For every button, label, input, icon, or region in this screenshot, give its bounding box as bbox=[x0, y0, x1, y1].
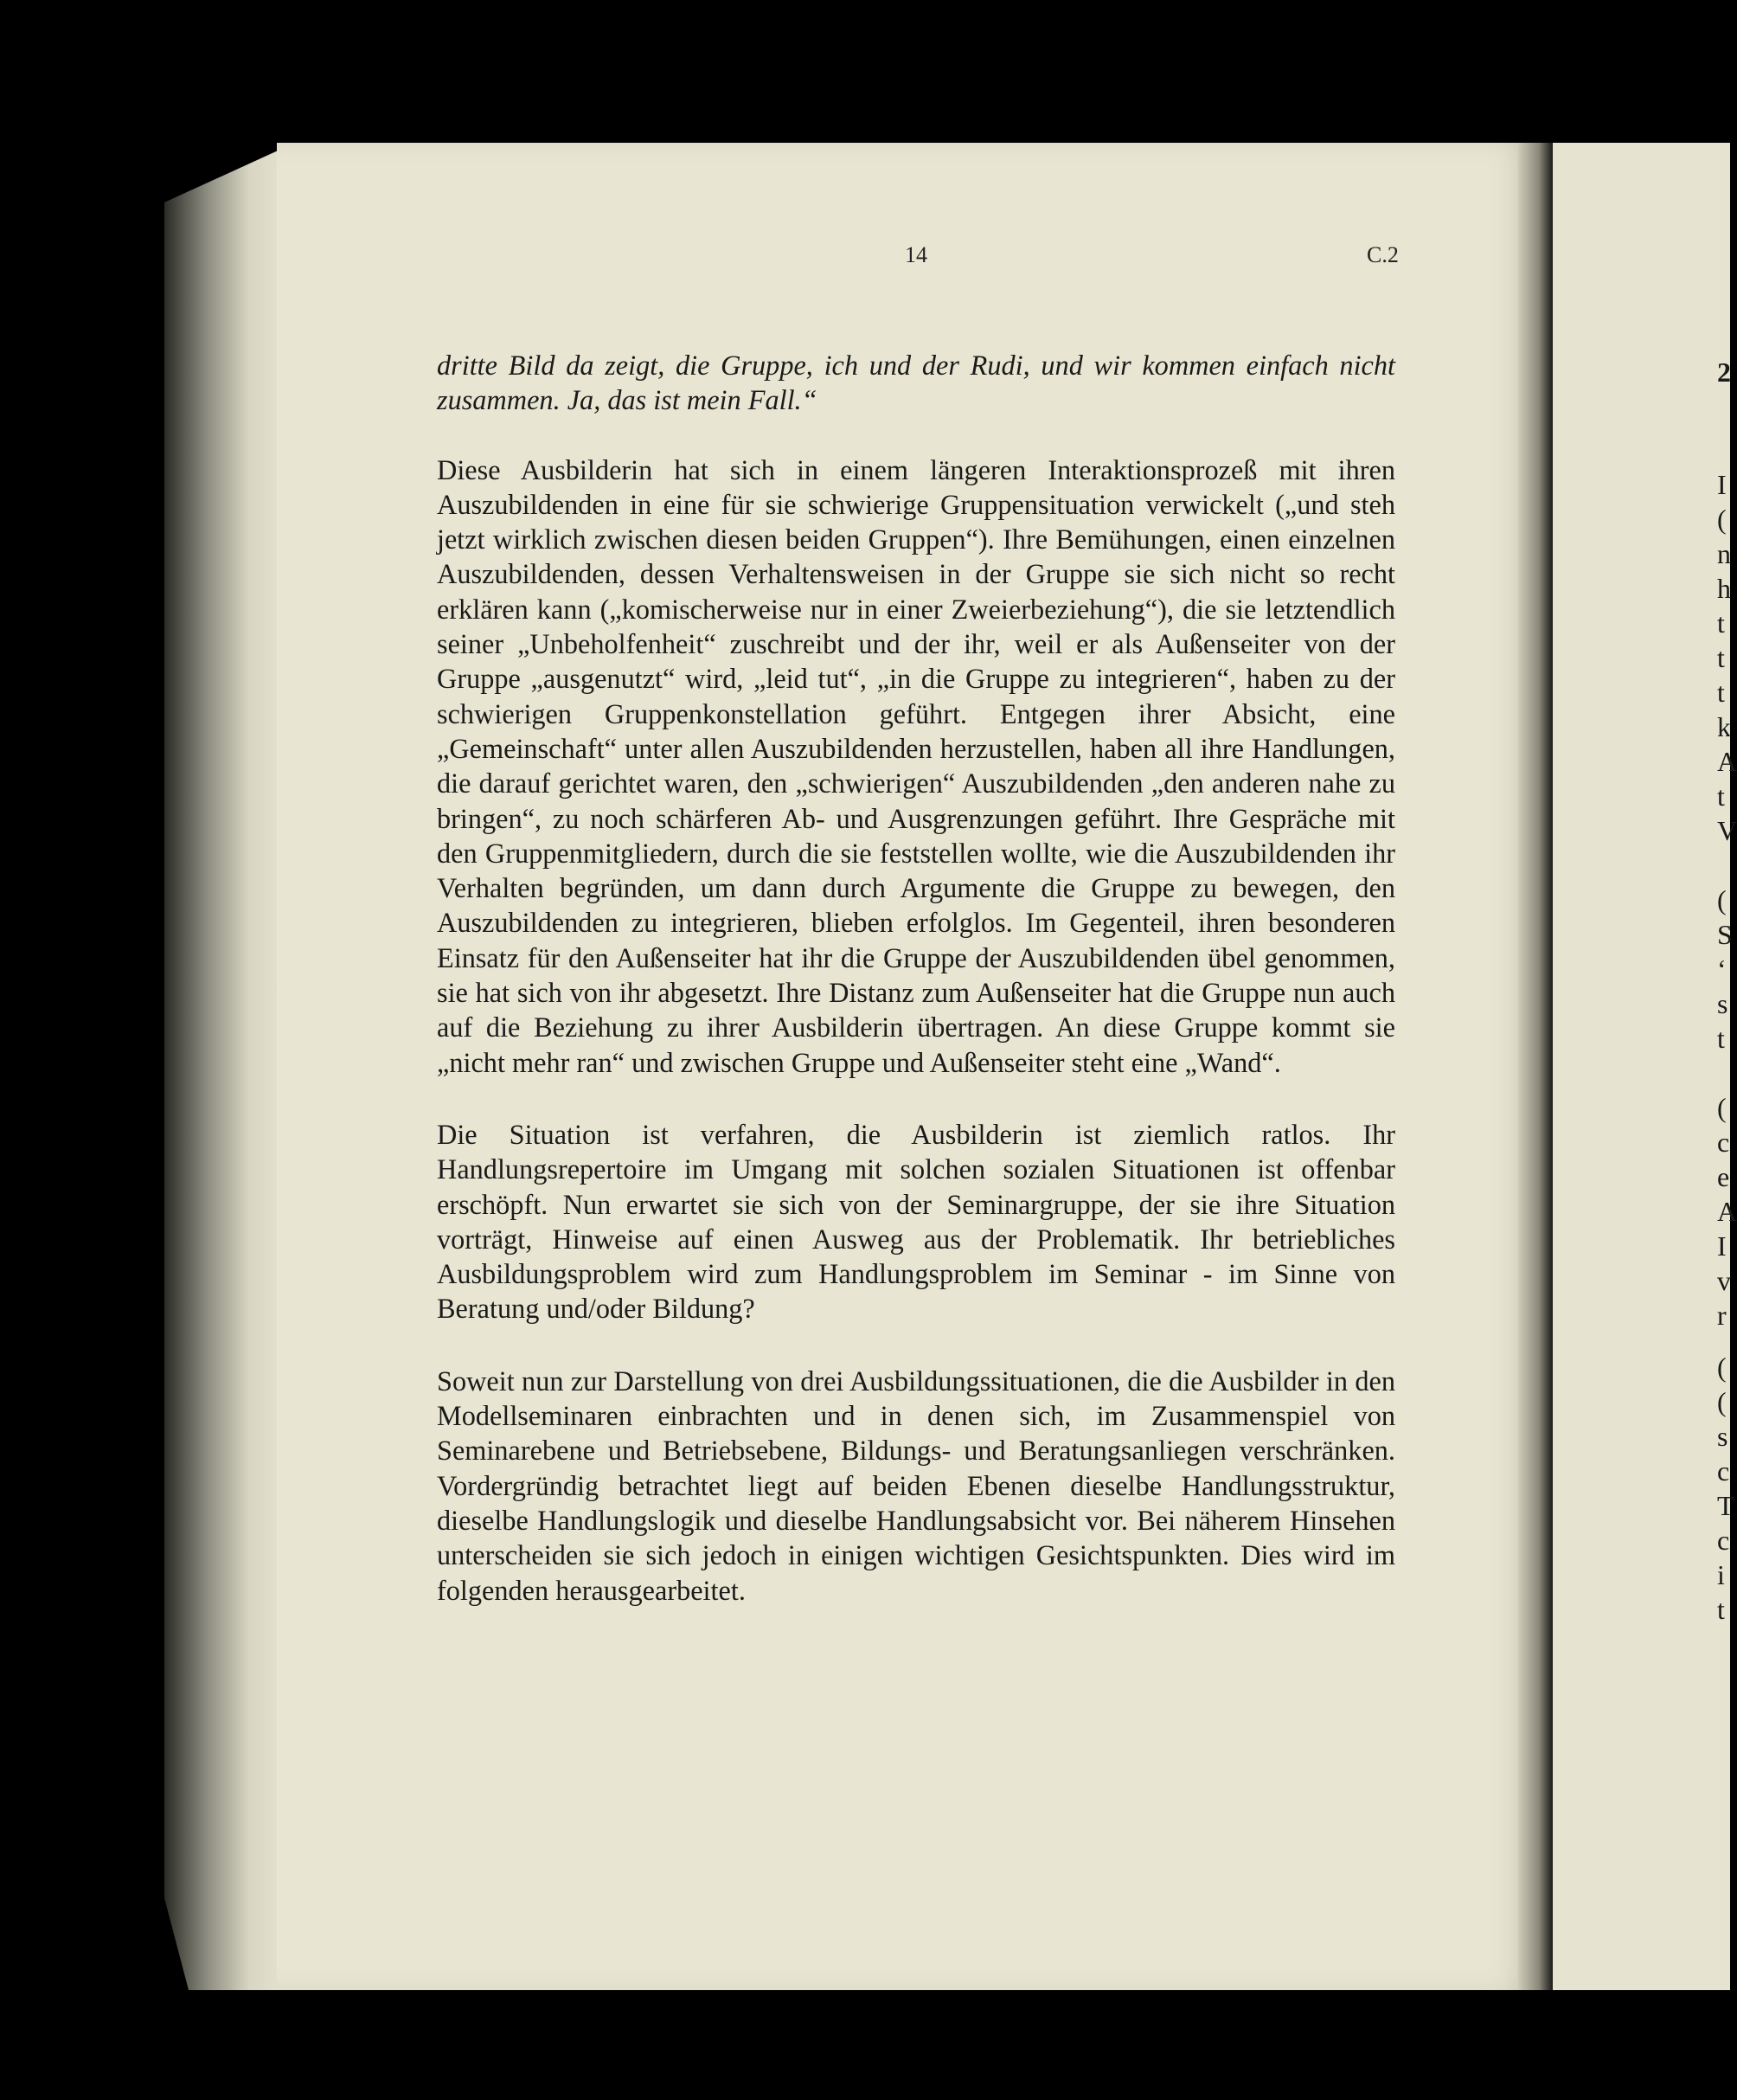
body-paragraph: Diese Ausbilderin hat sich in einem längeren Interaktionsprozeß mit ihren Auszubildenden in eine für sie schwierige Gruppensituation verwickelt („und steh jetzt wirklich zwischen diesen beiden Gruppen“). Ihre Bemühungen, einen einzelnen Auszubildenden, dessen Verhaltensweisen in der Gruppe sie sich nicht so recht erklären kann („komischerweise nur in einer Zweierbeziehung“), die sie letztendlich seiner „Unbeholfenheit“ zuschreibt und der ihr, weil er als Außenseiter von der Gruppe „ausgenutzt“ wird, „leid tut“, „in die Gruppe zu integrieren“, haben zu der schwierigen Gruppenkonstellation geführt. Entgegen ihrer Absicht, eine „Gemeinschaft“ unter allen Auszubildenden herzustellen, haben all ihre Handlungen, die darauf gerichtet waren, den „schwierigen“ Auszubildenden „den anderen nahe zu bringen“, zu noch schärferen Ab- und Ausgrenzungen geführt. Ihre Gespräche mit den Gruppenmitgliedern, durch die sie feststellen wollte, wie die Auszubildenden ihr Verhalten begründen, um dann durch Argumente die Gruppe zu bewegen, den Auszubildenden zu integrieren, blieben erfolglos. Im Gegenteil, ihren besonderen Einsatz für den Außenseiter hat ihr die Gruppe der Auszubildenden übel genommen, sie hat sich von ihr abgesetzt. Ihre Distanz zum Außenseiter hat die Gruppe nun auch auf die Beziehung zu ihrer Ausbilderin übertragen. An diese Gruppe kommt sie „nicht mehr ran“ und zwischen Gruppe und Außenseiter steht eine „Wand“. bbox=[437, 453, 1395, 1078]
right-page-fragment: v bbox=[1717, 1265, 1731, 1296]
right-page-fragment: c bbox=[1717, 1525, 1730, 1556]
right-page-fragment: k bbox=[1717, 711, 1731, 742]
right-page-fragment: t bbox=[1717, 1023, 1725, 1054]
section-reference: C.2 bbox=[1367, 242, 1399, 267]
right-page-fragment: s bbox=[1717, 988, 1728, 1019]
right-page-fragment: e bbox=[1717, 1161, 1730, 1192]
body-paragraph: Die Situation ist verfahren, die Ausbilderin ist ziemlich ratlos. Ihr Handlungsrepertoire im Umgang mit solchen sozialen Situationen ist offenbar erschöpft. Nun erwartet sie sich von der Seminargruppe, der sie ihre Situation vorträgt, Hinweise auf einen Ausweg aus der Problematik. Ihr betriebliches Ausbildungsproblem wird zum Handlungsproblem im Seminar - im Sinne von Beratung und/oder Bildung? bbox=[437, 1118, 1395, 1325]
page-edge-stack bbox=[164, 147, 285, 1990]
right-page-fragment: I bbox=[1717, 1230, 1727, 1262]
right-page-fragment: ( bbox=[1717, 1386, 1727, 1417]
right-page-fragment: 2 bbox=[1717, 356, 1731, 388]
right-page-fragment: t bbox=[1717, 1594, 1725, 1625]
right-page-fragment: r bbox=[1717, 1300, 1727, 1331]
right-page-fragment: ( bbox=[1717, 504, 1727, 535]
right-page-fragment: c bbox=[1717, 1127, 1730, 1158]
right-page-fragment: A bbox=[1717, 1196, 1737, 1227]
right-page-fragment: ‘ bbox=[1717, 954, 1727, 985]
right-page-fragment: S bbox=[1717, 919, 1733, 950]
right-page-fragment: V bbox=[1717, 815, 1737, 846]
right-page-fragment: s bbox=[1717, 1421, 1728, 1452]
right-page-fragment: t bbox=[1717, 642, 1725, 673]
right-page-fragment: t bbox=[1717, 677, 1725, 708]
page-body bbox=[437, 348, 1395, 1645]
right-page-fragment: n bbox=[1717, 538, 1731, 569]
right-page-fragment: c bbox=[1717, 1455, 1730, 1487]
right-page-fragment: T bbox=[1717, 1490, 1734, 1521]
quote-paragraph: dritte Bild da zeigt, die Gruppe, ich und der Rudi, und wir kommen einfach nicht zusammen. Ja, das ist mein Fall.“ bbox=[437, 350, 1395, 416]
right-page-fragment: t bbox=[1717, 607, 1725, 639]
right-page-fragment: t bbox=[1717, 780, 1725, 812]
right-page-fragment: ( bbox=[1717, 1092, 1727, 1123]
right-page-fragment: ( bbox=[1717, 884, 1727, 915]
right-page bbox=[1553, 143, 1730, 1990]
page-number: 14 bbox=[905, 242, 927, 267]
right-page-fragment: ( bbox=[1717, 1352, 1727, 1383]
right-page-fragment: A bbox=[1717, 746, 1737, 777]
body-paragraph: Soweit nun zur Darstellung von drei Ausbildungssituationen, die die Ausbilder in den Modellseminaren einbrachten und in denen sich, im Zusammenspiel von Seminarebene und Betriebsebene, Bildungs- und Beratungsanliegen verschränken. Vordergründig betrachtet liegt auf beiden Ebenen dieselbe Handlungsstruktur, dieselbe Handlungslogik und dieselbe Handlungsabsicht vor. Bei näherem Hinsehen unterscheiden sie sich jedoch in einigen wichtigen Gesichtspunkten. Dies wird im folgenden herausgearbeitet. bbox=[437, 1365, 1395, 1606]
book-gutter bbox=[1518, 143, 1553, 1990]
right-page-fragment: i bbox=[1717, 1559, 1725, 1590]
right-page-fragment: h bbox=[1717, 573, 1731, 604]
right-page-fragment: I bbox=[1717, 469, 1727, 500]
